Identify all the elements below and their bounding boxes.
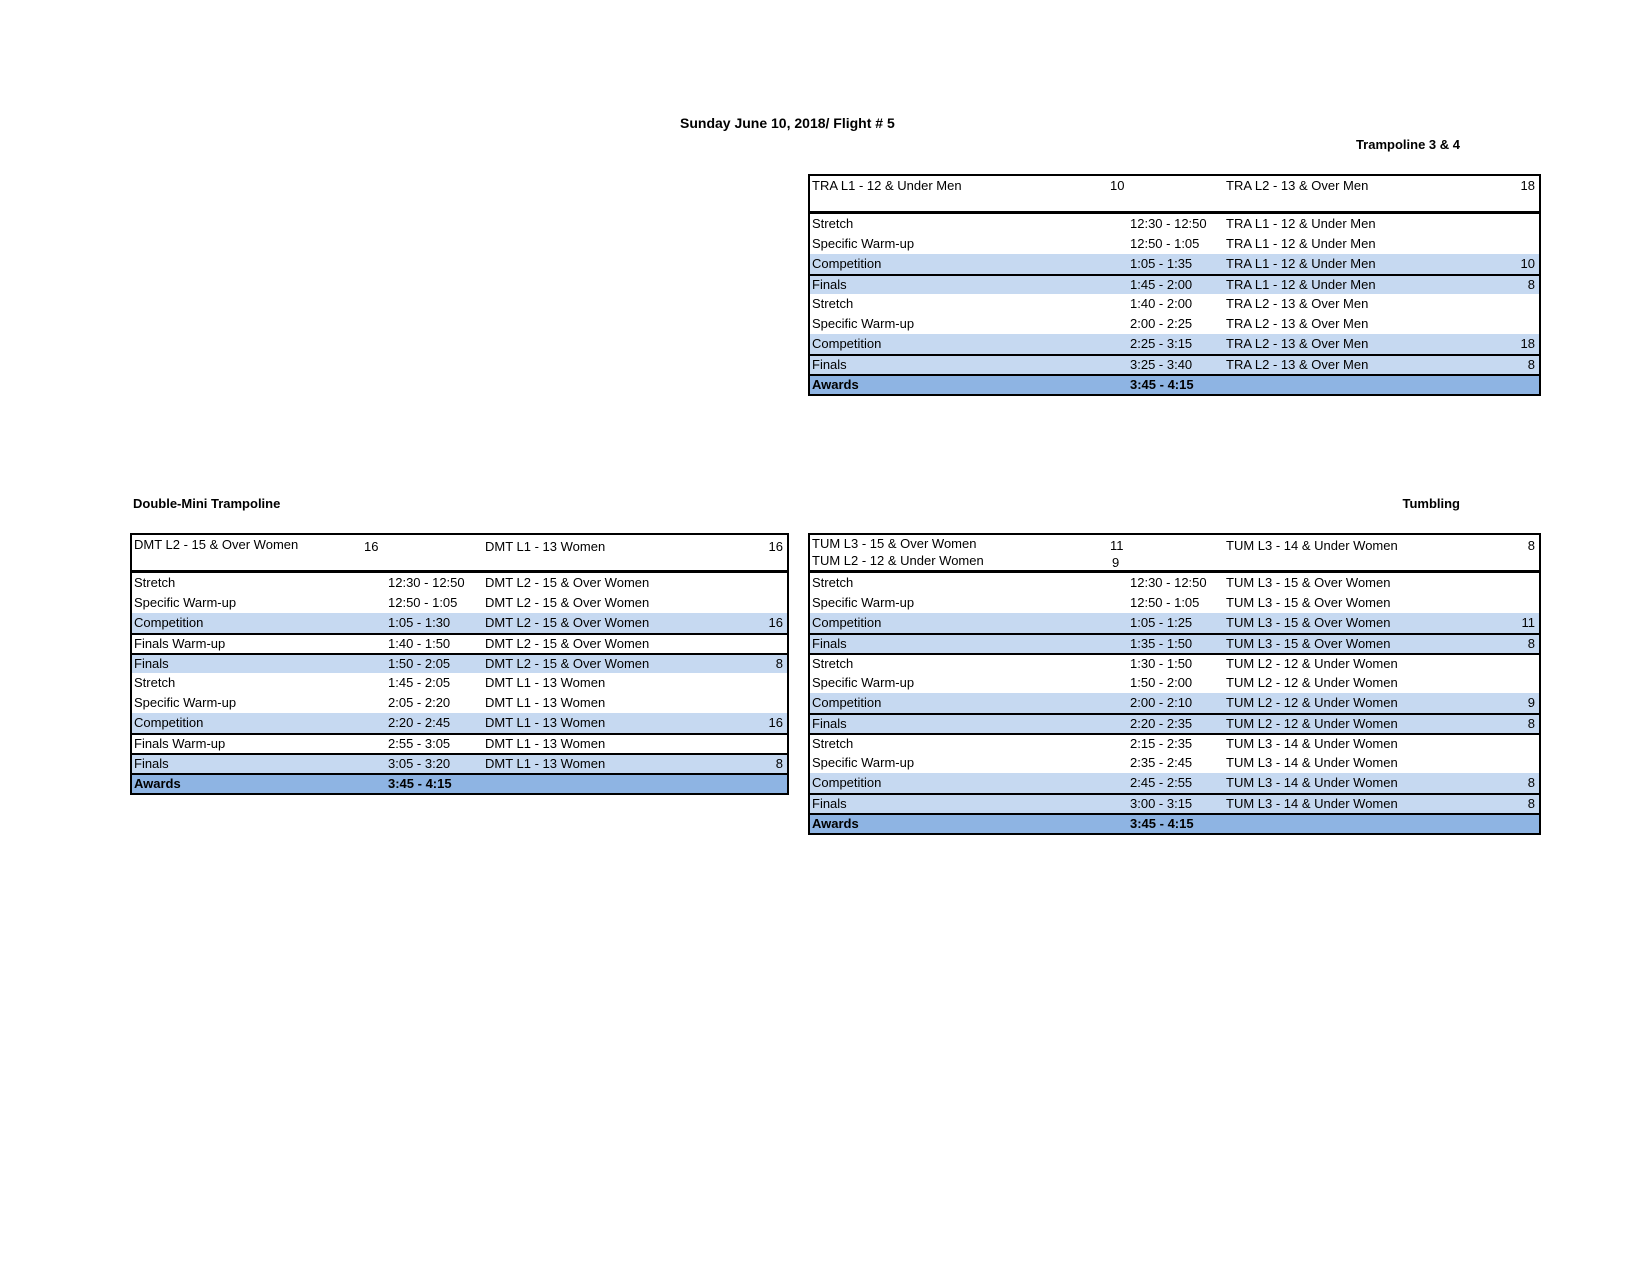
row-activity: Finals Warm-up bbox=[134, 736, 226, 751]
header-event-name: DMT L1 - 13 Women bbox=[485, 539, 606, 554]
row-time: 1:50 - 2:00 bbox=[1130, 675, 1193, 690]
row-event: DMT L2 - 15 & Over Women bbox=[485, 615, 650, 630]
row-event: TUM L3 - 14 & Under Women bbox=[1226, 775, 1398, 790]
row-activity: Awards bbox=[812, 377, 859, 392]
schedule-row bbox=[810, 374, 1539, 394]
header-event-name: TUM L2 - 12 & Under Women bbox=[812, 553, 984, 568]
tumbling-section-title: Tumbling bbox=[1402, 496, 1460, 511]
trampoline-section-title: Trampoline 3 & 4 bbox=[1355, 137, 1460, 152]
row-activity: Competition bbox=[134, 715, 204, 730]
row-activity: Stretch bbox=[812, 296, 854, 311]
row-event: DMT L2 - 15 & Over Women bbox=[485, 595, 650, 610]
row-activity: Stretch bbox=[812, 656, 854, 671]
schedule-row bbox=[132, 653, 787, 673]
row-activity: Finals bbox=[812, 796, 847, 811]
row-activity: Competition bbox=[812, 695, 882, 710]
schedule-row bbox=[132, 733, 787, 753]
header-event-name: TRA L2 - 13 & Over Men bbox=[1226, 178, 1369, 193]
row-time: 1:40 - 1:50 bbox=[388, 636, 451, 651]
row-event: TUM L3 - 15 & Over Women bbox=[1226, 575, 1391, 590]
schedule-row bbox=[810, 653, 1539, 673]
double-mini-header bbox=[132, 535, 787, 573]
row-event: DMT L2 - 15 & Over Women bbox=[485, 575, 650, 590]
header-event-count: 16 bbox=[768, 539, 783, 554]
schedule-row bbox=[810, 334, 1539, 354]
schedule-row bbox=[810, 573, 1539, 593]
header-event-count: 18 bbox=[1520, 178, 1535, 193]
row-time: 1:30 - 1:50 bbox=[1130, 656, 1193, 671]
row-event: TUM L3 - 14 & Under Women bbox=[1226, 755, 1398, 770]
row-event: DMT L1 - 13 Women bbox=[485, 695, 606, 710]
schedule-row bbox=[810, 713, 1539, 733]
row-time: 1:05 - 1:25 bbox=[1130, 615, 1193, 630]
row-activity: Finals Warm-up bbox=[134, 636, 226, 651]
row-event: TUM L2 - 12 & Under Women bbox=[1226, 656, 1398, 671]
row-time: 3:05 - 3:20 bbox=[388, 756, 451, 771]
row-activity: Stretch bbox=[134, 675, 176, 690]
row-event: DMT L2 - 15 & Over Women bbox=[485, 656, 650, 671]
row-time: 2:20 - 2:35 bbox=[1130, 716, 1193, 731]
row-time: 2:45 - 2:55 bbox=[1130, 775, 1193, 790]
row-count: 16 bbox=[768, 615, 783, 630]
row-time: 2:35 - 2:45 bbox=[1130, 755, 1193, 770]
schedule-row bbox=[810, 613, 1539, 633]
row-count: 11 bbox=[1521, 615, 1535, 630]
header-event-name: TUM L3 - 15 & Over Women bbox=[812, 536, 977, 551]
schedule-row bbox=[132, 693, 787, 713]
row-activity: Stretch bbox=[134, 575, 176, 590]
double-mini-rows bbox=[132, 573, 787, 793]
row-event: TUM L3 - 14 & Under Women bbox=[1226, 796, 1398, 811]
page-title: Sunday June 10, 2018/ Flight # 5 bbox=[680, 115, 895, 131]
row-time: 1:35 - 1:50 bbox=[1130, 636, 1193, 651]
schedule-row bbox=[132, 573, 787, 593]
row-activity: Finals bbox=[134, 756, 169, 771]
row-event: DMT L1 - 13 Women bbox=[485, 736, 606, 751]
row-activity: Specific Warm-up bbox=[134, 695, 237, 710]
row-event: DMT L1 - 13 Women bbox=[485, 756, 606, 771]
row-count: 8 bbox=[1527, 716, 1535, 731]
schedule-row bbox=[132, 773, 787, 793]
row-activity: Competition bbox=[812, 775, 882, 790]
row-event: TRA L1 - 12 & Under Men bbox=[1226, 236, 1376, 251]
row-time: 12:30 - 12:50 bbox=[1130, 216, 1207, 231]
row-count: 8 bbox=[775, 756, 783, 771]
header-event-count: 16 bbox=[364, 539, 379, 554]
row-event: TRA L1 - 12 & Under Men bbox=[1226, 256, 1376, 271]
schedule-row bbox=[132, 673, 787, 693]
schedule-row bbox=[810, 733, 1539, 753]
tumbling-schedule-table bbox=[808, 533, 1541, 835]
schedule-row bbox=[810, 593, 1539, 613]
row-activity: Competition bbox=[812, 336, 882, 351]
row-activity: Finals bbox=[812, 357, 847, 372]
tumbling-header bbox=[810, 535, 1539, 573]
row-activity: Stretch bbox=[812, 216, 854, 231]
row-activity: Specific Warm-up bbox=[812, 755, 915, 770]
row-count: 10 bbox=[1520, 256, 1535, 271]
schedule-row bbox=[810, 773, 1539, 793]
trampoline-rows bbox=[810, 214, 1539, 394]
schedule-row bbox=[810, 274, 1539, 294]
row-count: 8 bbox=[775, 656, 783, 671]
header-event-name: TUM L3 - 14 & Under Women bbox=[1226, 538, 1398, 553]
header-event-name: TRA L1 - 12 & Under Men bbox=[812, 178, 962, 193]
tumbling-rows bbox=[810, 573, 1539, 833]
row-count: 16 bbox=[768, 715, 783, 730]
schedule-row bbox=[810, 354, 1539, 374]
row-activity: Specific Warm-up bbox=[134, 595, 237, 610]
row-activity: Stretch bbox=[812, 736, 854, 751]
schedule-row bbox=[810, 254, 1539, 274]
trampoline-header bbox=[810, 176, 1539, 214]
row-activity: Stretch bbox=[812, 575, 854, 590]
schedule-row bbox=[810, 314, 1539, 334]
schedule-row bbox=[132, 593, 787, 613]
schedule-row bbox=[132, 613, 787, 633]
row-time: 1:05 - 1:35 bbox=[1130, 256, 1193, 271]
header-event-name: DMT L2 - 15 & Over Women bbox=[134, 537, 299, 552]
row-time: 3:45 - 4:15 bbox=[1130, 377, 1194, 392]
row-time: 2:00 - 2:25 bbox=[1130, 316, 1193, 331]
schedule-row bbox=[810, 813, 1539, 833]
row-activity: Awards bbox=[134, 776, 181, 791]
row-time: 2:15 - 2:35 bbox=[1130, 736, 1193, 751]
row-activity: Competition bbox=[134, 615, 204, 630]
row-time: 2:20 - 2:45 bbox=[388, 715, 451, 730]
row-count: 8 bbox=[1527, 357, 1535, 372]
schedule-row bbox=[810, 673, 1539, 693]
row-event: TUM L2 - 12 & Under Women bbox=[1226, 695, 1398, 710]
row-count: 8 bbox=[1527, 796, 1535, 811]
row-event: TRA L2 - 13 & Over Men bbox=[1226, 316, 1369, 331]
schedule-row bbox=[810, 234, 1539, 254]
row-time: 1:05 - 1:30 bbox=[388, 615, 451, 630]
schedule-row bbox=[810, 214, 1539, 234]
row-activity: Specific Warm-up bbox=[812, 675, 915, 690]
row-time: 12:50 - 1:05 bbox=[1130, 236, 1200, 251]
row-time: 3:25 - 3:40 bbox=[1130, 357, 1193, 372]
row-time: 12:50 - 1:05 bbox=[1130, 595, 1200, 610]
row-activity: Awards bbox=[812, 816, 859, 831]
row-count: 8 bbox=[1527, 277, 1535, 292]
row-count: 9 bbox=[1527, 695, 1535, 710]
row-event: TUM L3 - 15 & Over Women bbox=[1226, 636, 1391, 651]
row-activity: Finals bbox=[812, 277, 847, 292]
row-count: 18 bbox=[1520, 336, 1535, 351]
row-activity: Competition bbox=[812, 256, 882, 271]
schedule-row bbox=[810, 294, 1539, 314]
row-time: 3:45 - 4:15 bbox=[388, 776, 452, 791]
header-event-count: 8 bbox=[1527, 538, 1535, 553]
row-time: 3:45 - 4:15 bbox=[1130, 816, 1194, 831]
row-activity: Finals bbox=[812, 716, 847, 731]
row-count: 8 bbox=[1527, 775, 1535, 790]
row-event: TUM L3 - 15 & Over Women bbox=[1226, 595, 1391, 610]
schedule-row bbox=[810, 753, 1539, 773]
row-time: 2:25 - 3:15 bbox=[1130, 336, 1193, 351]
row-time: 3:00 - 3:15 bbox=[1130, 796, 1193, 811]
double-mini-schedule-table bbox=[130, 533, 789, 795]
trampoline-schedule-table bbox=[808, 174, 1541, 396]
double-mini-section-title: Double-Mini Trampoline bbox=[133, 496, 281, 511]
row-event: TUM L2 - 12 & Under Women bbox=[1226, 675, 1398, 690]
row-activity: Finals bbox=[134, 656, 169, 671]
row-time: 12:50 - 1:05 bbox=[388, 595, 458, 610]
row-activity: Specific Warm-up bbox=[812, 595, 915, 610]
schedule-row bbox=[132, 753, 787, 773]
row-time: 12:30 - 12:50 bbox=[388, 575, 465, 590]
row-count: 8 bbox=[1527, 636, 1535, 651]
row-activity: Competition bbox=[812, 615, 882, 630]
row-activity: Specific Warm-up bbox=[812, 236, 915, 251]
header-event-count: 9 bbox=[1112, 555, 1120, 570]
row-time: 2:05 - 2:20 bbox=[388, 695, 451, 710]
schedule-row bbox=[810, 633, 1539, 653]
row-event: DMT L1 - 13 Women bbox=[485, 675, 606, 690]
row-time: 1:40 - 2:00 bbox=[1130, 296, 1193, 311]
header-event-count: 10 bbox=[1110, 178, 1125, 193]
row-time: 1:50 - 2:05 bbox=[388, 656, 451, 671]
header-event-count: 11 bbox=[1110, 538, 1124, 553]
row-event: TUM L2 - 12 & Under Women bbox=[1226, 716, 1398, 731]
row-event: DMT L2 - 15 & Over Women bbox=[485, 636, 650, 651]
row-event: TRA L1 - 12 & Under Men bbox=[1226, 277, 1376, 292]
row-event: DMT L1 - 13 Women bbox=[485, 715, 606, 730]
schedule-row bbox=[810, 693, 1539, 713]
row-event: TUM L3 - 15 & Over Women bbox=[1226, 615, 1391, 630]
row-activity: Specific Warm-up bbox=[812, 316, 915, 331]
row-time: 1:45 - 2:00 bbox=[1130, 277, 1193, 292]
row-time: 12:30 - 12:50 bbox=[1130, 575, 1207, 590]
row-event: TRA L1 - 12 & Under Men bbox=[1226, 216, 1376, 231]
row-event: TRA L2 - 13 & Over Men bbox=[1226, 336, 1369, 351]
schedule-row bbox=[132, 713, 787, 733]
schedule-row bbox=[132, 633, 787, 653]
row-event: TUM L3 - 14 & Under Women bbox=[1226, 736, 1398, 751]
row-activity: Finals bbox=[812, 636, 847, 651]
row-time: 2:00 - 2:10 bbox=[1130, 695, 1193, 710]
row-event: TRA L2 - 13 & Over Men bbox=[1226, 357, 1369, 372]
row-event: TRA L2 - 13 & Over Men bbox=[1226, 296, 1369, 311]
schedule-row bbox=[810, 793, 1539, 813]
row-time: 2:55 - 3:05 bbox=[388, 736, 451, 751]
row-time: 1:45 - 2:05 bbox=[388, 675, 451, 690]
